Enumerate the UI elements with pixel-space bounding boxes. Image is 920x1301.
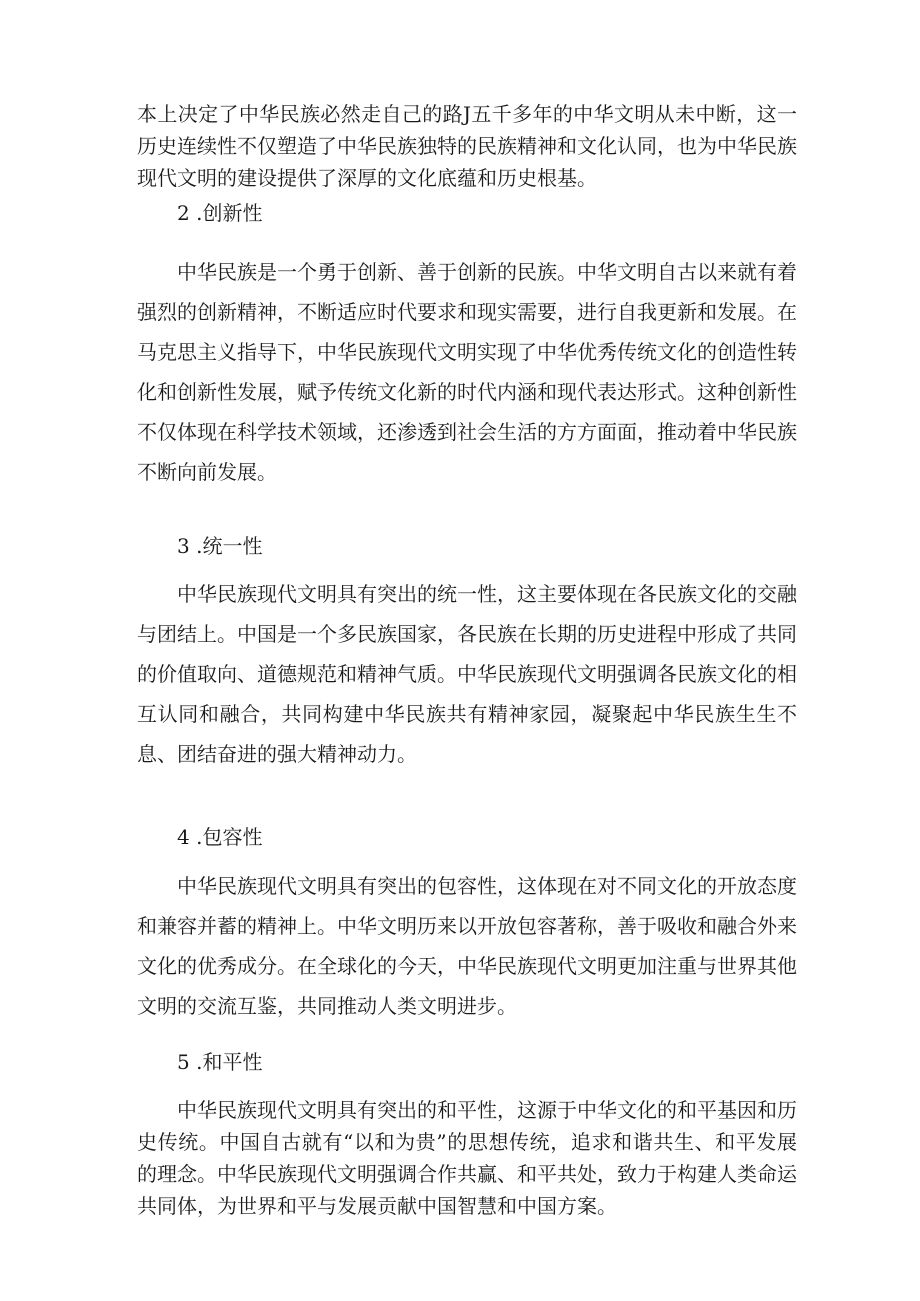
- section-body-innovation: 中华民族是一个勇于创新、善于创新的民族。中华文明自古以来就有着强烈的创新精神，不断适应时代要求和现实需要，进行自我更新和发展。在马克思主义指导下，中华民族现代文明实现了中华优秀传统文化的创造性转化和创新性发展，赋予传统文化新的时代内涵和现代表达形式。这种创新性不仅体现在科学技术领域，还渗透到社会生活的方方面面，推动着中华民族不断向前发展。: [137, 260, 797, 484]
- section-heading-unity: 3 .统一性: [177, 534, 263, 558]
- section-body-peace: 中华民族现代文明具有突出的和平性，这源于中华文化的和平基因和历史传统。中国自古就有“以和为贵”的思想传统，追求和谐共生、和平发展的理念。中华民族现代文明强调合作共赢、和平共处，致力于构建人类命运共同体，为世界和平与发展贡献中国智慧和中国方案。: [137, 1098, 797, 1218]
- section-body-inclusiveness: 中华民族现代文明具有突出的包容性，这体现在对不同文化的开放态度和兼容并蓄的精神上。中华文明历来以开放包容著称，善于吸收和融合外来文化的优秀成分。在全球化的今天，中华民族现代文明更加注重与世界其他文明的交流互鉴，共同推动人类文明进步。: [137, 874, 797, 1018]
- intro-paragraph: 本上决定了中华民族必然走自己的路J五千多年的中华文明从未中断，这一历史连续性不仅塑造了中华民族独特的民族精神和文化认同，也为中华民族现代文明的建设提供了深厚的文化底蕴和历史根基。: [137, 102, 797, 190]
- section-body-unity: 中华民族现代文明具有突出的统一性，这主要体现在各民族文化的交融与团结上。中国是一个多民族国家，各民族在长期的历史进程中形成了共同的价值取向、道德规范和精神气质。中华民族现代文明强调各民族文化的相互认同和融合，共同构建中华民族共有精神家园，凝聚起中华民族生生不息、团结奋进的强大精神动力。: [137, 582, 797, 766]
- section-heading-innovation: 2 .创新性: [177, 201, 263, 225]
- section-heading-peace: 5 .和平性: [177, 1050, 263, 1074]
- section-heading-inclusiveness: 4 .包容性: [177, 825, 263, 849]
